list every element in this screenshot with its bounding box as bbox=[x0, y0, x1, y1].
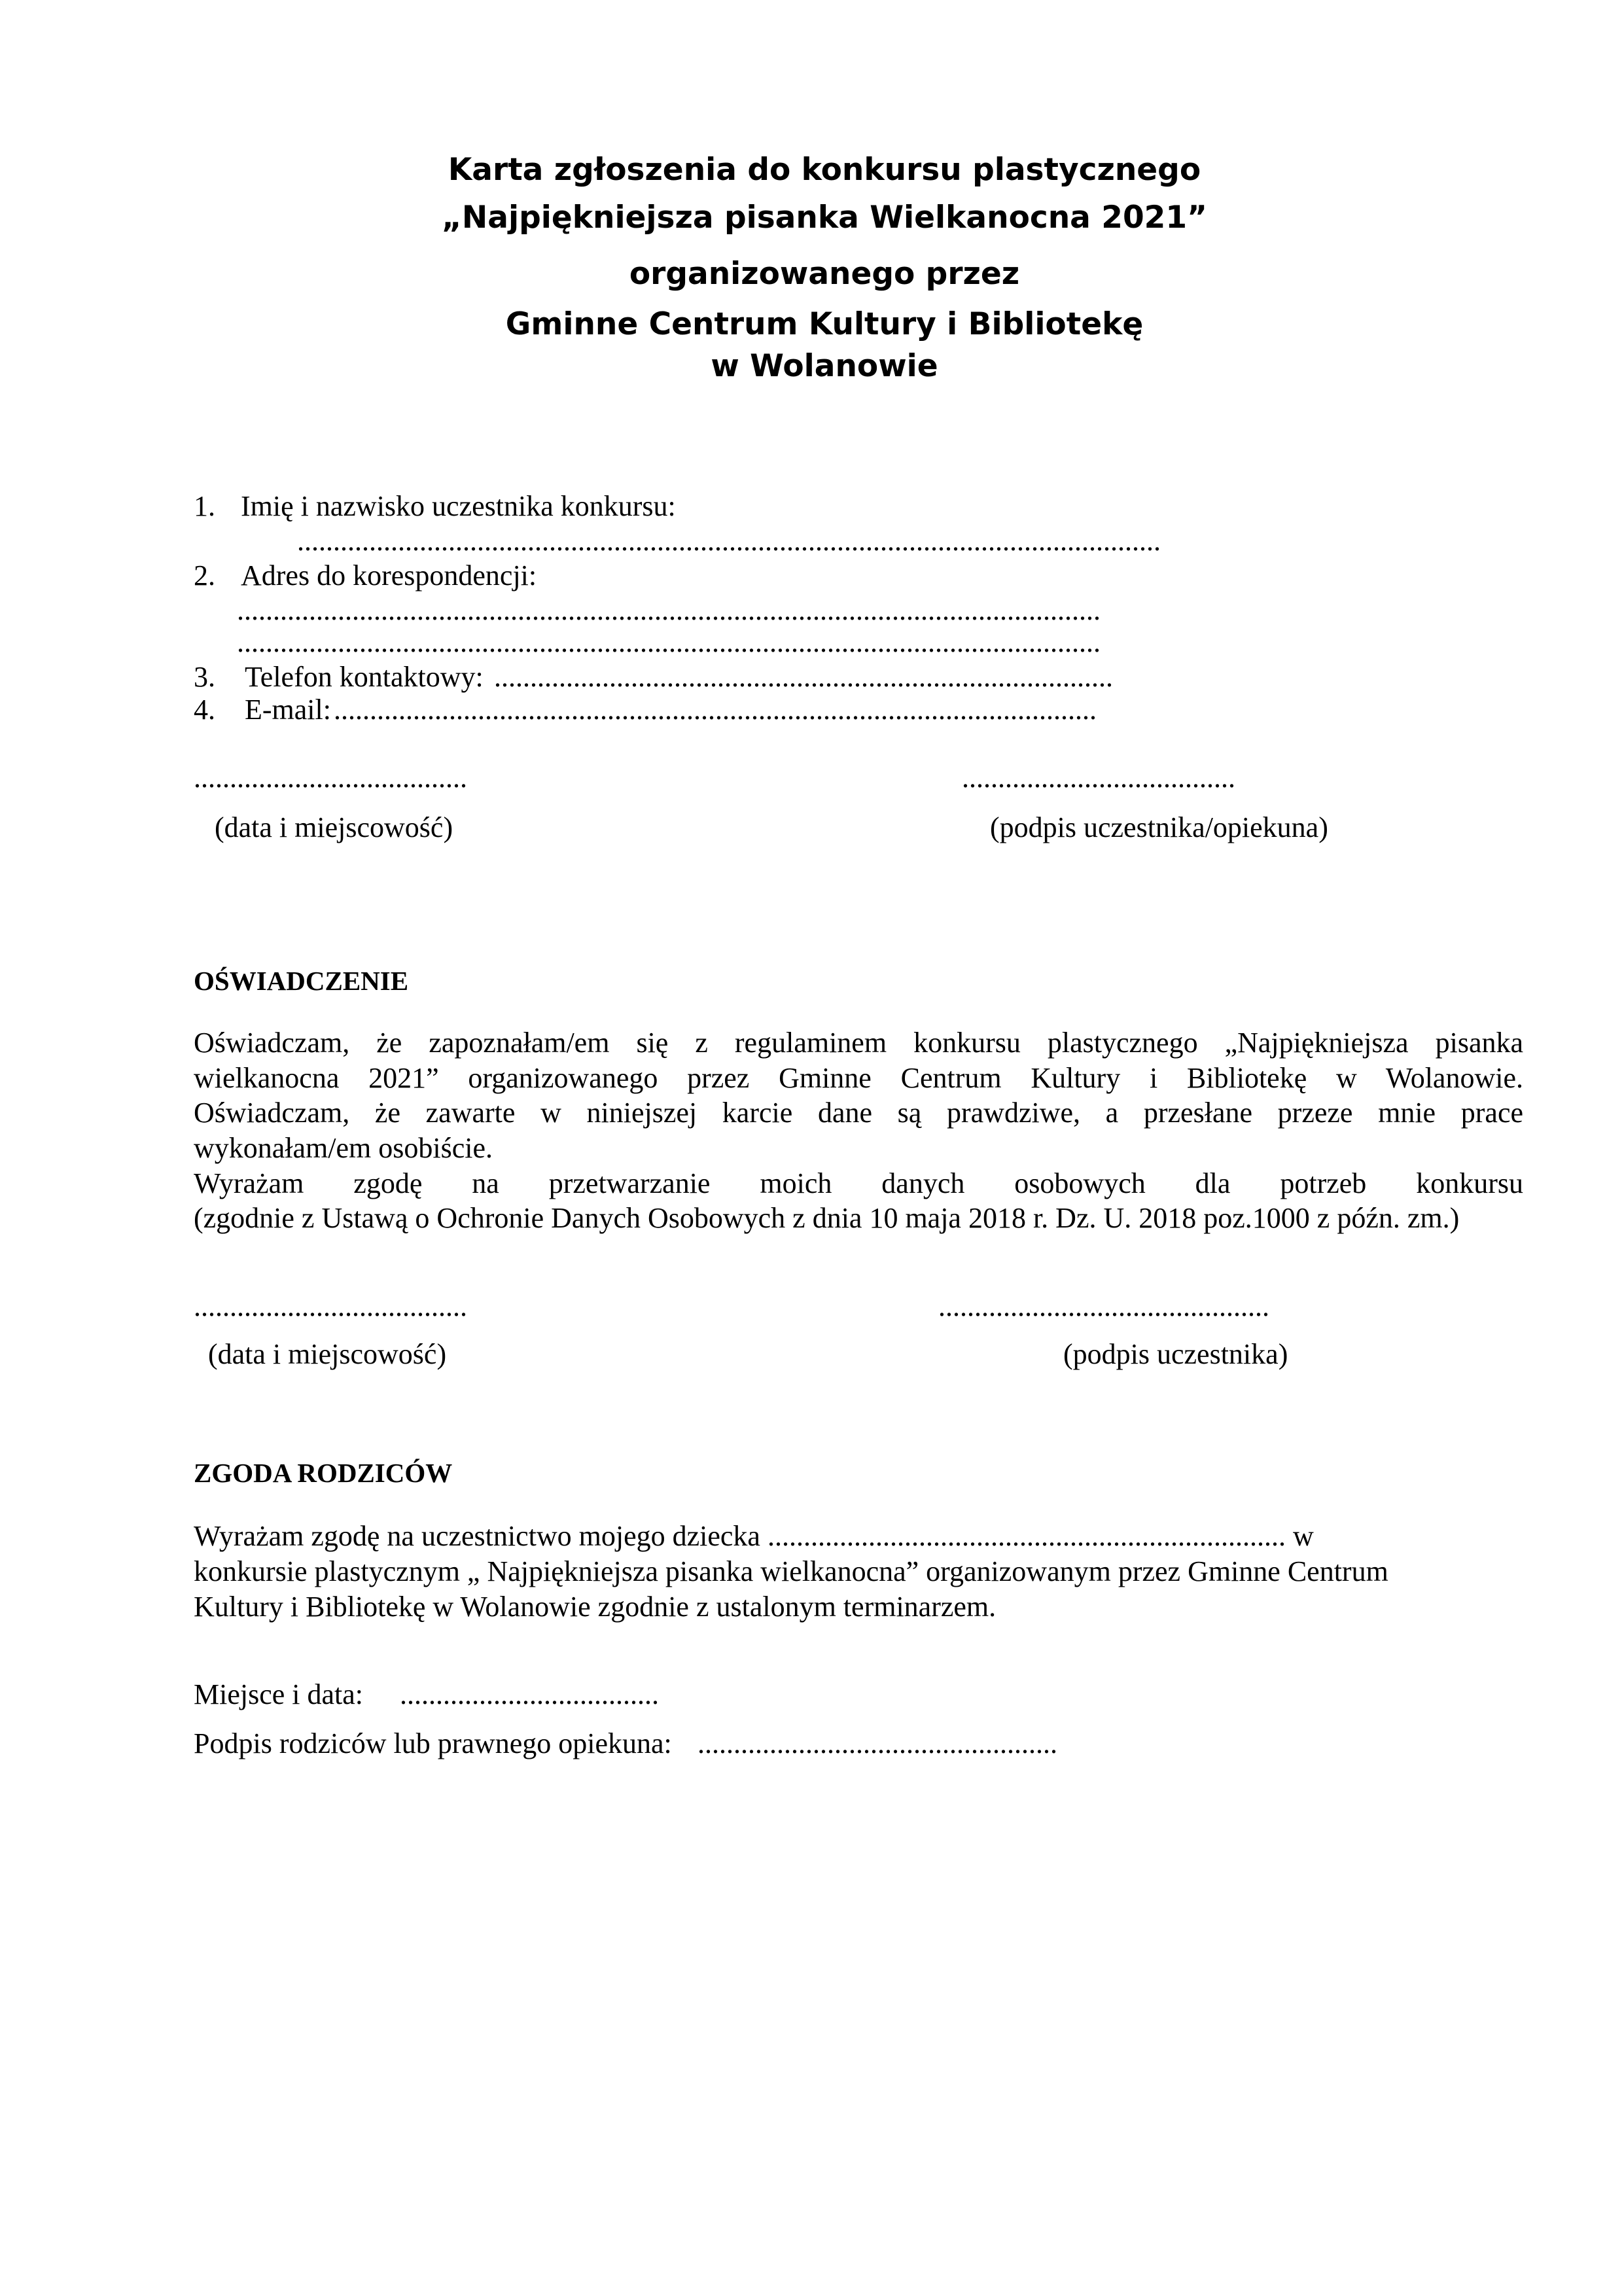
form-item-label: Adres do korespondencji: bbox=[241, 559, 537, 592]
form-item-label: Imię i nazwisko uczestnika konkursu: bbox=[241, 490, 676, 522]
page-title-line-1: Karta zgłoszenia do konkursu plastycznego bbox=[448, 152, 1201, 188]
guardian-signature-field[interactable]: .................................................. bbox=[697, 1727, 1057, 1759]
address-field-line-1[interactable]: ........................................................................................................................ bbox=[237, 594, 1101, 626]
place-date-label: Miejsce i data: bbox=[194, 1678, 364, 1710]
form-item-label: Telefon kontaktowy: bbox=[245, 661, 484, 693]
signature-caption-date-place: (data i miejscowość) bbox=[215, 811, 453, 843]
parental-consent-heading: ZGODA RODZICÓW bbox=[194, 1458, 453, 1488]
declaration-line: Oświadczam, że zapoznałam/em się z regulaminem konkursu plastycznego „Najpiękniejsza pisanka bbox=[194, 1029, 1523, 1059]
signature-caption-date-place: (data i miejscowość) bbox=[208, 1338, 447, 1370]
guardian-signature-label: Podpis rodziców lub prawnego opiekuna: bbox=[194, 1727, 672, 1759]
consent-line: konkursie plastycznym „ Najpiękniejsza pisanka wielkanocna” organizowanym przez Gminne Centrum bbox=[194, 1555, 1388, 1587]
page-title-line-5: w Wolanowie bbox=[711, 348, 938, 384]
form-item-number: 2. bbox=[194, 559, 215, 592]
declaration-line: wykonałam/em osobiście. bbox=[194, 1132, 493, 1164]
form-item-number: 4. bbox=[194, 694, 215, 726]
signature-caption-participant: (podpis uczestnika) bbox=[1063, 1338, 1288, 1370]
form-item-number: 1. bbox=[194, 490, 215, 522]
phone-field[interactable]: ...................................................................................... bbox=[494, 661, 1113, 693]
signature-caption-participant-guardian: (podpis uczestnika/opiekuna) bbox=[990, 811, 1328, 843]
consent-line: Wyrażam zgodę na uczestnictwo mojego dziecka ........................................................................ w bbox=[194, 1520, 1314, 1552]
signature-field[interactable]: .............................................. bbox=[938, 1290, 1269, 1322]
declaration-line: (zgodnie z Ustawą o Ochronie Danych Osobowych z dnia 10 maja 2018 r. Dz. U. 2018 poz.1000 z późn. zm.) bbox=[194, 1202, 1460, 1234]
declaration-line: Oświadczam, że zawarte w niniejszej karcie dane są prawdziwe, a przesłane przeze mnie prace bbox=[194, 1099, 1523, 1129]
consent-line: Kultury i Bibliotekę w Wolanowie zgodnie z ustalonym terminarzem. bbox=[194, 1591, 997, 1623]
form-item-number: 3. bbox=[194, 661, 215, 693]
page-title-line-4: Gminne Centrum Kultury i Bibliotekę bbox=[505, 306, 1144, 342]
date-place-field[interactable]: ...................................... bbox=[194, 762, 467, 794]
page-title-line-3: organizowanego przez bbox=[629, 256, 1020, 292]
form-item-label: E-mail: bbox=[245, 694, 331, 726]
email-field[interactable]: .......................................................................................................... bbox=[334, 694, 1097, 726]
declaration-heading: OŚWIADCZENIE bbox=[194, 966, 409, 996]
address-field-line-2[interactable]: ........................................................................................................................ bbox=[237, 626, 1101, 658]
declaration-line: wielkanocna 2021” organizowanego przez Gminne Centrum Kultury i Bibliotekę w Wolanowie. bbox=[194, 1064, 1523, 1094]
page-title-line-2: „Najpiękniejsza pisanka Wielkanocna 2021” bbox=[442, 200, 1207, 236]
place-date-field[interactable]: .................................... bbox=[400, 1678, 659, 1710]
signature-field[interactable]: ...................................... bbox=[962, 762, 1235, 794]
name-field[interactable]: ........................................................................................................................ bbox=[297, 525, 1161, 557]
declaration-line: Wyrażam zgodę na przetwarzanie moich danych osobowych dla potrzeb konkursu bbox=[194, 1169, 1523, 1199]
date-place-field[interactable]: ...................................... bbox=[194, 1290, 467, 1322]
